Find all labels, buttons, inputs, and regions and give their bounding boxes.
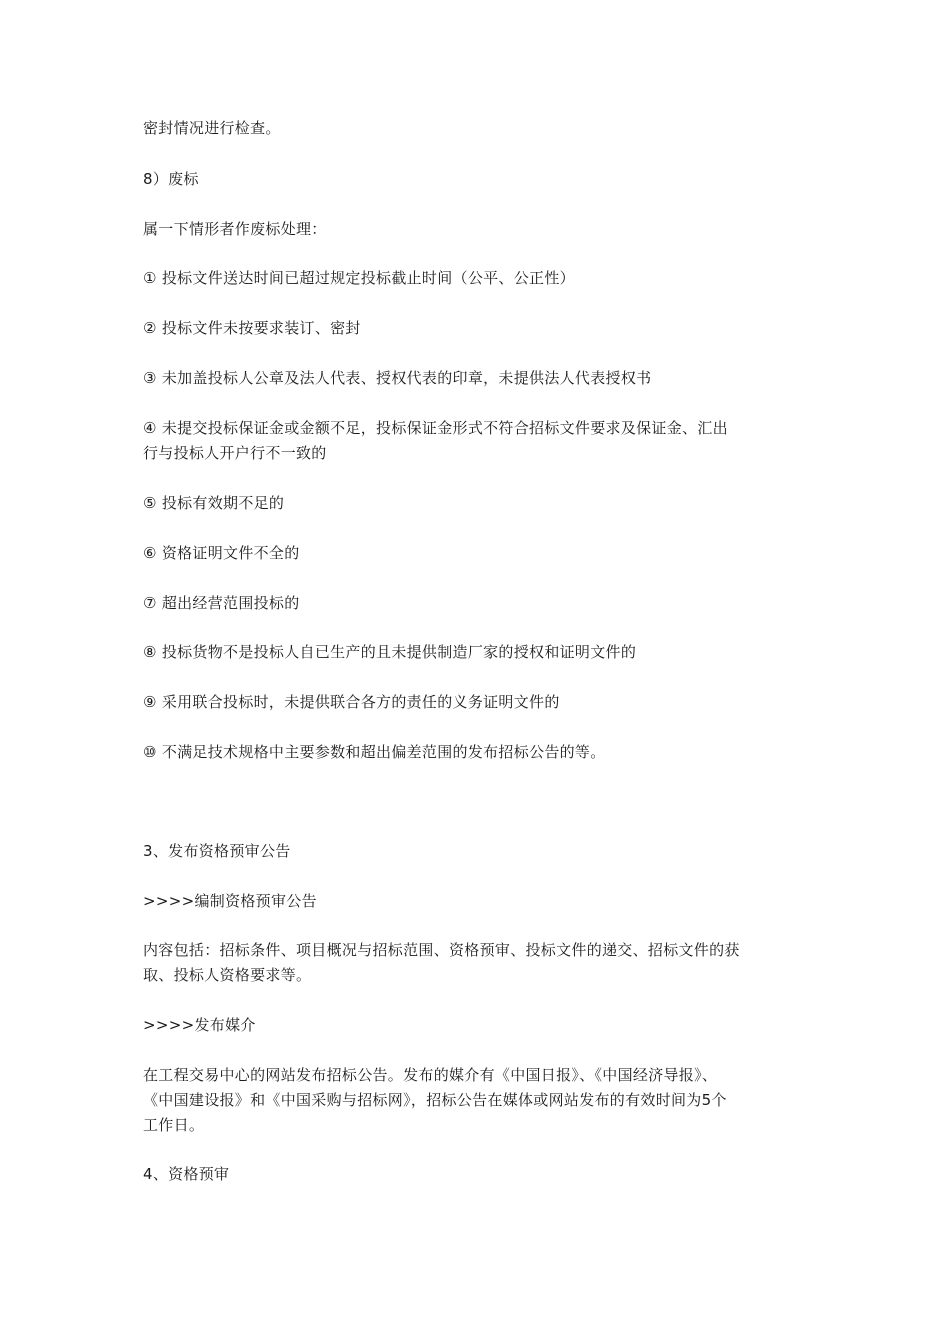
list-item: ① 投标文件送达时间已超过规定投标截止时间（公平、公正性） [143, 269, 575, 287]
section-heading: 3、发布资格预审公告 [143, 842, 291, 860]
paragraph-line: 《中国建设报》和《中国采购与招标网》，招标公告在媒体或网站发布的有效时间为5个 [143, 1091, 727, 1109]
list-item: ⑩ 不满足技术规格中主要参数和超出偏差范围的发布招标公告的等。 [143, 743, 606, 761]
paragraph-line: 密封情况进行检查。 [143, 119, 281, 137]
paragraph-line: 内容包括：招标条件、项目概况与招标范围、资格预审、投标文件的递交、招标文件的获 [143, 941, 740, 959]
list-item: ⑦ 超出经营范围投标的 [143, 594, 300, 612]
subsection-heading: >>>>编制资格预审公告 [143, 892, 317, 910]
list-item: ⑥ 资格证明文件不全的 [143, 544, 300, 562]
subsection-heading: >>>>发布媒介 [143, 1016, 256, 1034]
list-item: ② 投标文件未按要求装订、密封 [143, 319, 361, 337]
list-item: ④ 未提交投标保证金或金额不足，投标保证金形式不符合招标文件要求及保证金、汇出 [143, 419, 728, 437]
list-item: ⑧ 投标货物不是投标人自已生产的且未提供制造厂家的授权和证明文件的 [143, 643, 637, 661]
list-item-continuation: 行与投标人开户行不一致的 [143, 444, 327, 462]
list-item: ⑨ 采用联合投标时，未提供联合各方的责任的义务证明文件的 [143, 693, 560, 711]
paragraph-line: 在工程交易中心的网站发布招标公告。发布的媒介有《中国日报》、《中国经济导报》、 [143, 1066, 718, 1084]
paragraph-line: 属一下情形者作废标处理： [143, 220, 327, 238]
section-heading: 8）废标 [143, 170, 199, 188]
list-item: ③ 未加盖投标人公章及法人代表、授权代表的印章，未提供法人代表授权书 [143, 369, 652, 387]
list-item: ⑤ 投标有效期不足的 [143, 494, 285, 512]
paragraph-line: 工作日。 [143, 1116, 205, 1134]
paragraph-line: 取、投标人资格要求等。 [143, 966, 312, 984]
document-page [143, 0, 813, 1344]
section-heading: 4、资格预审 [143, 1165, 230, 1183]
